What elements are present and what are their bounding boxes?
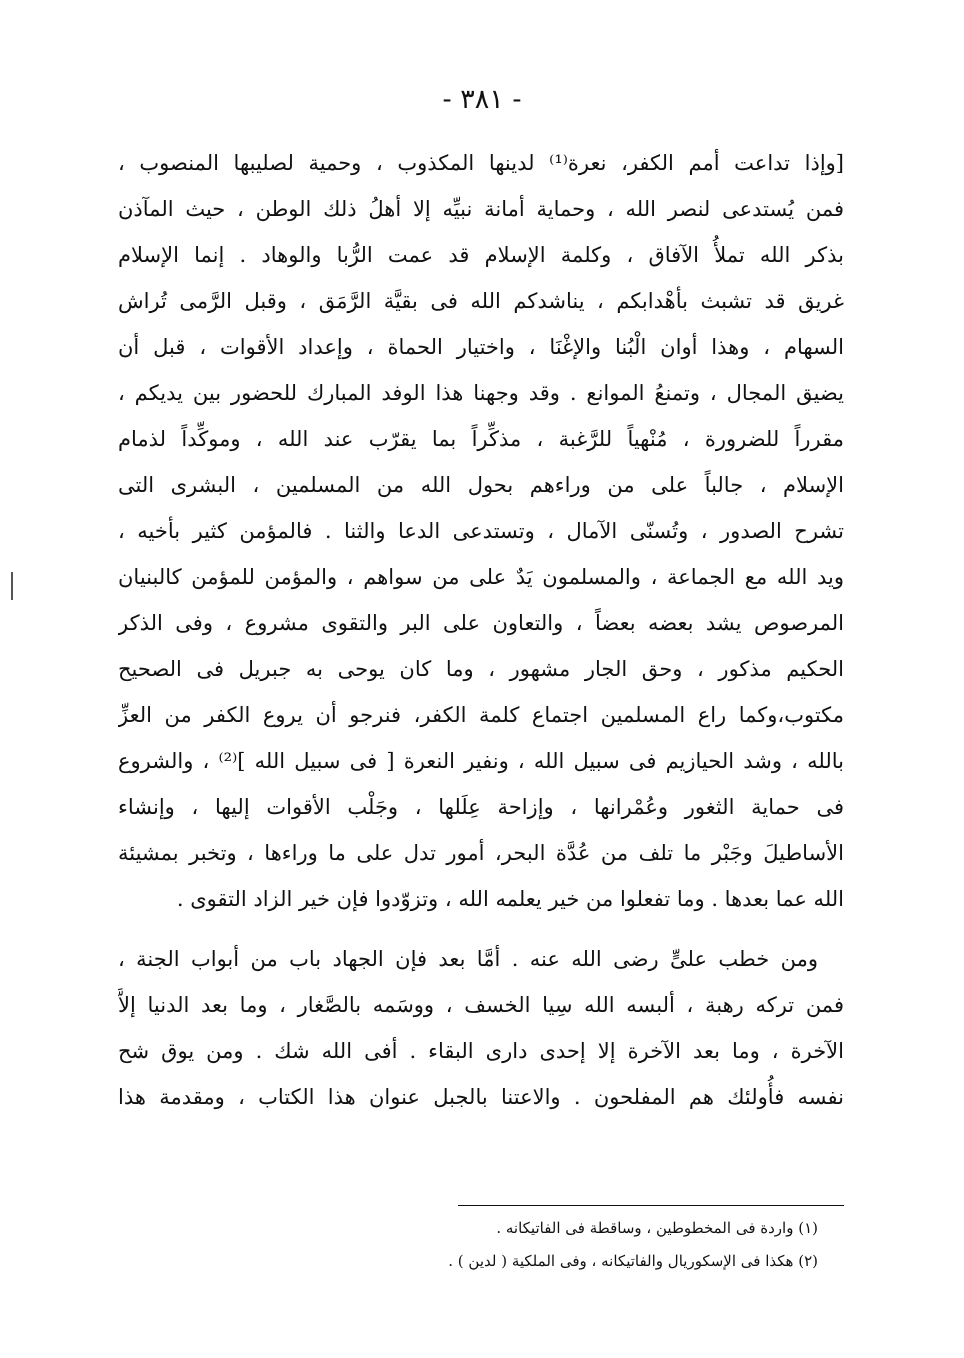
text-line: غريق قد تشبث بأهْدابكم ، يناشدكم الله فى بقيَّة الرَّمَق ، وقبل الرَّمى تُراش (118, 289, 844, 313)
page-number: - ٣٨١ - (442, 84, 522, 115)
footnote-1: (١) واردة فى المخطوطين ، وساقطة فى الفاتيكانه . (496, 1219, 818, 1237)
text-line: مكتوب،وكما راع المسلمين اجتماع كلمة الكفر، فنرجو أن يروع الكفر من العزِّ (118, 703, 844, 727)
paragraph-gap (118, 922, 844, 936)
text-line: بذكر الله تملأُ الآفاق ، وكلمة الإسلام قد عمت الرُّبا والوهاد . إنما الإسلام (118, 243, 844, 267)
text-line: الإسلام ، جالباً على من وراءهم بحول الله من المسلمين ، البشرى التى (118, 473, 844, 497)
margin-mark (11, 572, 13, 600)
text-line: المرصوص يشد بعضه بعضاً ، والتعاون على البر والتقوى مشروع ، وفى الذكر (118, 611, 844, 635)
text-line: تشرح الصدور ، وتُسنّى الآمال ، وتستدعى الدعا والثنا . فالمؤمن كثير بأخيه ، (118, 519, 844, 543)
text-line: فمن تركه رهبة ، ألبسه الله سِيا الخسف ، ووسَمه بالصَّغار ، وما بعد الدنيا إلاَّ (118, 993, 844, 1017)
footnotes (380, 1212, 818, 1278)
footnote-rule (458, 1205, 844, 1206)
text-line: السهام ، وهذا أوان الْبُنا والإغْنَا ، واختيار الحماة ، وإعداد الأقوات ، قبل أن (118, 335, 844, 359)
text-line: ويد الله مع الجماعة ، والمسلمون يَدٌ على من سواهم ، والمؤمن للمؤمن كالبنيان (118, 565, 844, 589)
text-line: مقرراً للضرورة ، مُنْهياً للرَّغبة ، مذكِّراً بما يقرّب عند الله ، وموكِّداً لذمام (118, 427, 844, 451)
text-line: الأساطيلَ وجَبْر ما تلف من عُدَّة البحر، أمور تدل على ما وراءها ، وتخبر بمشيئة (118, 841, 844, 865)
footnote-2: (٢) هكذا فى الإسكوريال والفاتيكانه ، وفى الملكية ( لدين ) . (448, 1252, 818, 1270)
text-line: بالله ، وشد الحيازيم فى سبيل الله ، ونفير النعرة [ فى سبيل الله ]⁽²⁾ ، والشروع (118, 749, 844, 773)
text-line: يضيق المجال ، وتمنعُ الموانع . وقد وجهنا هذا الوفد المبارك للحضور بين يديكم ، (118, 381, 844, 405)
text-line: فى حماية الثغور وعُمْرانها ، وإزاحة عِلَلها ، وجَلْب الأقوات إليها ، وإنشاء (118, 795, 844, 819)
body-text (118, 140, 844, 1120)
text-line: [وإذا تداعت أمم الكفر، نعرة⁽¹⁾ لدينها المكذوب ، وحمية لصليبها المنصوب ، (118, 151, 844, 175)
text-line: فمن يُستدعى لنصر الله ، وحماية أمانة نبيِّه إلا أهلُ ذلك الوطن ، حيث المآذن (118, 197, 844, 221)
paragraph-2 (118, 936, 844, 1120)
paragraph-1 (118, 140, 844, 922)
text-line: الحكيم مذكور ، وحق الجار مشهور ، وما كان يوحى به جبريل فى الصحيح (118, 657, 844, 681)
text-line: الآخرة ، وما بعد الآخرة إلا إحدى دارى البقاء . أفى الله شك . ومن يوق شح (118, 1039, 844, 1063)
text-line: ومن خطب علىٍّ رضى الله عنه . أمَّا بعد فإن الجهاد باب من أبواب الجنة ، (118, 947, 818, 971)
text-line: الله عما بعدها . وما تفعلوا من خير يعلمه الله ، وتزوّدوا فإن خير الزاد التقوى . (176, 887, 844, 911)
text-line: نفسه فأُولئك هم المفلحون . والاعتنا بالجبل عنوان هذا الكتاب ، ومقدمة هذا (118, 1085, 844, 1109)
